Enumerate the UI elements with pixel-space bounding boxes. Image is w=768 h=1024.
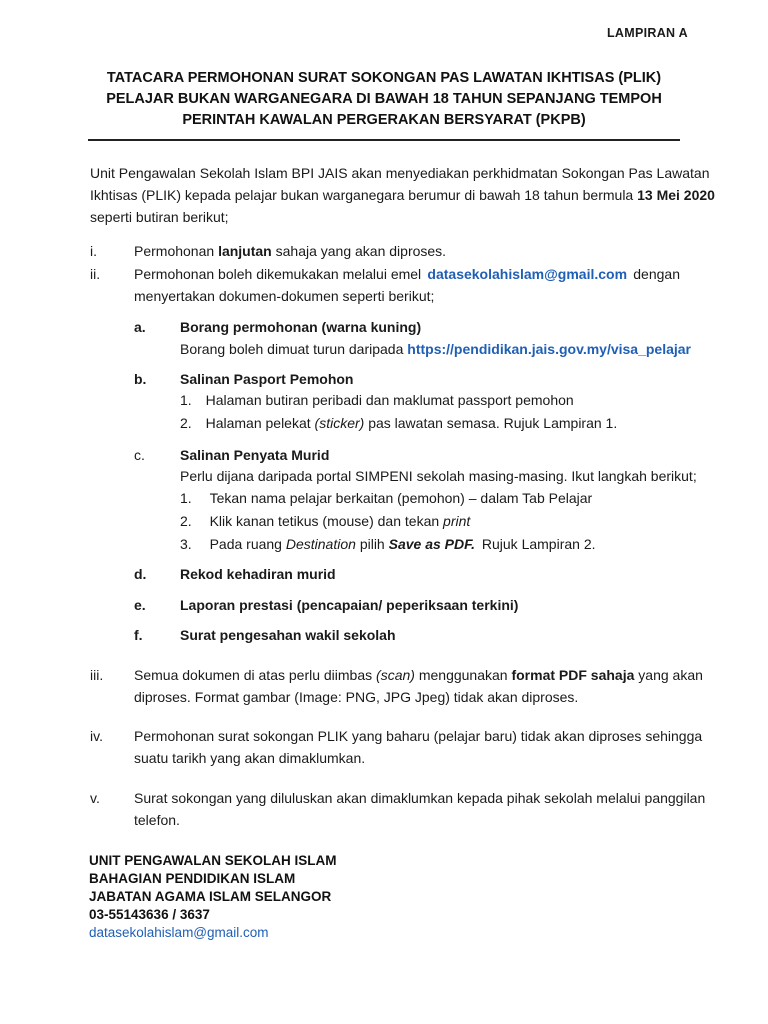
step-number: 2.: [180, 513, 192, 529]
subitem-b-step-1: [180, 389, 574, 411]
appendix-label: LAMPIRAN A: [607, 26, 689, 40]
subitem-c-desc: Perlu dijana daripada portal SIMPENI sekolah masing-masing. Ikut langkah berikut;: [180, 468, 697, 484]
item-v-text: [134, 787, 705, 831]
subitem-c-step-2: [180, 510, 470, 532]
title-line-3: PERINTAH KAWALAN PERGERAKAN BERSYARAT (PKPB): [182, 112, 586, 128]
step-text-post: pas lawatan semasa. Rujuk Lampiran 1.: [368, 415, 618, 431]
step-text: Pada ruang: [209, 536, 282, 552]
subitem-c-step-3: [180, 533, 596, 555]
item-iii-mid: menggunakan: [418, 667, 508, 683]
step-text-post: Rujuk Lampiran 2.: [481, 536, 596, 552]
step-text: Halaman butiran peribadi dan maklumat passport pemohon: [205, 392, 574, 408]
item-iv-line-1: Permohonan surat sokongan PLIK yang baharu (pelajar baru) tidak akan diproses sehingga: [134, 728, 703, 744]
step-bold-italic: Save as PDF.: [388, 536, 475, 552]
intro-line-1: Unit Pengawalan Sekolah Islam BPI JAIS akan menyediakan perkhidmatan Sokongan Pas Lawatan: [90, 165, 710, 181]
item-iv-line-2: suatu tarikh yang akan dimaklumkan.: [134, 750, 366, 766]
item-iii-line-2: diproses. Format gambar (Image: PNG, JPG Jpeg) tidak akan diproses.: [134, 689, 579, 705]
item-ii-text: [134, 263, 680, 307]
item-iii-post: yang akan: [638, 667, 703, 683]
title-line-2: PELAJAR BUKAN WARGANEGARA DI BAWAH 18 TAHUN SEPANJANG TEMPOH: [106, 91, 662, 107]
step-text-mid: pilih: [359, 536, 385, 552]
subitem-b-step-2: [180, 412, 617, 434]
subitem-e-letter: e.: [134, 597, 146, 613]
document-title: [88, 68, 680, 131]
item-ii-pre: Permohonan boleh dikemukakan melalui emel: [134, 266, 422, 282]
email-link[interactable]: datasekolahislam@gmail.com: [427, 266, 628, 282]
step-number: 2.: [180, 415, 192, 431]
item-iv-text: [134, 725, 702, 769]
step-italic: (sticker): [314, 415, 365, 431]
subitem-c-letter: c.: [134, 447, 145, 463]
item-iii-bold: format PDF sahaja: [511, 667, 635, 683]
intro-line-2-text: Ikhtisas (PLIK) kepada pelajar bukan warganegara berumur di bawah 18 tahun bermula: [90, 187, 634, 203]
step-text: Tekan nama pelajar berkaitan (pemohon) – dalam Tab Pelajar: [209, 490, 593, 506]
intro-paragraph: [90, 162, 715, 228]
item-i-text: [134, 240, 446, 262]
title-divider: [88, 139, 680, 141]
signature-phone: 03-55143636 / 3637: [89, 907, 210, 922]
item-iii-line-1: [134, 664, 703, 686]
item-ii-line-2: menyertakan dokumen-dokumen seperti berikut;: [134, 288, 435, 304]
start-date: 13 Mei 2020: [637, 187, 715, 203]
subitem-a-desc: [180, 338, 691, 360]
intro-line-2: [90, 184, 715, 206]
title-line-1: TATACARA PERMOHONAN SURAT SOKONGAN PAS LAWATAN IKHTISAS (PLIK): [106, 70, 662, 86]
signature-division: BAHAGIAN PENDIDIKAN ISLAM: [89, 871, 296, 886]
item-ii-post: dengan: [633, 266, 680, 282]
item-i-bold: lanjutan: [218, 243, 272, 259]
signature-email-link[interactable]: datasekolahislam@gmail.com: [89, 925, 269, 940]
item-v-number: v.: [90, 790, 100, 806]
item-ii-number: ii.: [90, 266, 101, 282]
step-number: 1.: [180, 392, 192, 408]
step-text: Klik kanan tetikus (mouse) dan tekan: [209, 513, 440, 529]
step-italic: Destination: [285, 536, 356, 552]
item-ii-line-1: [134, 263, 680, 285]
item-iv-number: iv.: [90, 728, 103, 744]
step-number: 3.: [180, 536, 192, 552]
subitem-b-title: Salinan Pasport Pemohon: [180, 371, 354, 387]
step-text: Halaman pelekat: [205, 415, 311, 431]
item-i-post: sahaja yang akan diproses.: [275, 243, 447, 259]
step-italic: print: [443, 513, 471, 529]
signature-unit: UNIT PENGAWALAN SEKOLAH ISLAM: [89, 853, 337, 868]
subitem-a-title: Borang permohonan (warna kuning): [180, 319, 422, 335]
subitem-a: [180, 316, 691, 360]
subitem-c-step-1: [180, 487, 592, 509]
subitem-c-title: Salinan Penyata Murid: [180, 447, 330, 463]
intro-line-3: seperti butiran berikut;: [90, 209, 229, 225]
item-iii-text: [134, 664, 703, 708]
item-i-number: i.: [90, 243, 97, 259]
signature-block: [89, 852, 337, 942]
item-v-line-2: telefon.: [134, 812, 180, 828]
subitem-a-desc-text: Borang boleh dimuat turun daripada: [180, 341, 404, 357]
subitem-d-title: Rekod kehadiran murid: [180, 566, 336, 582]
subitem-a-letter: a.: [134, 319, 146, 335]
subitem-f-letter: f.: [134, 627, 143, 643]
signature-department: JABATAN AGAMA ISLAM SELANGOR: [89, 889, 332, 904]
item-v-line-1: Surat sokongan yang diluluskan akan dimaklumkan kepada pihak sekolah melalui panggilan: [134, 790, 706, 806]
item-iii-scan: (scan): [376, 667, 415, 683]
subitem-f-title: Surat pengesahan wakil sekolah: [180, 627, 396, 643]
item-iii-number: iii.: [90, 667, 104, 683]
form-download-link[interactable]: https://pendidikan.jais.gov.my/visa_pelajar: [407, 341, 691, 357]
item-iii-pre: Semua dokumen di atas perlu diimbas: [134, 667, 373, 683]
subitem-b-letter: b.: [134, 371, 147, 387]
subitem-d-letter: d.: [134, 566, 147, 582]
step-number: 1.: [180, 490, 192, 506]
subitem-e-title: Laporan prestasi (pencapaian/ peperiksaan terkini): [180, 597, 519, 613]
item-i-pre: Permohonan: [134, 243, 215, 259]
